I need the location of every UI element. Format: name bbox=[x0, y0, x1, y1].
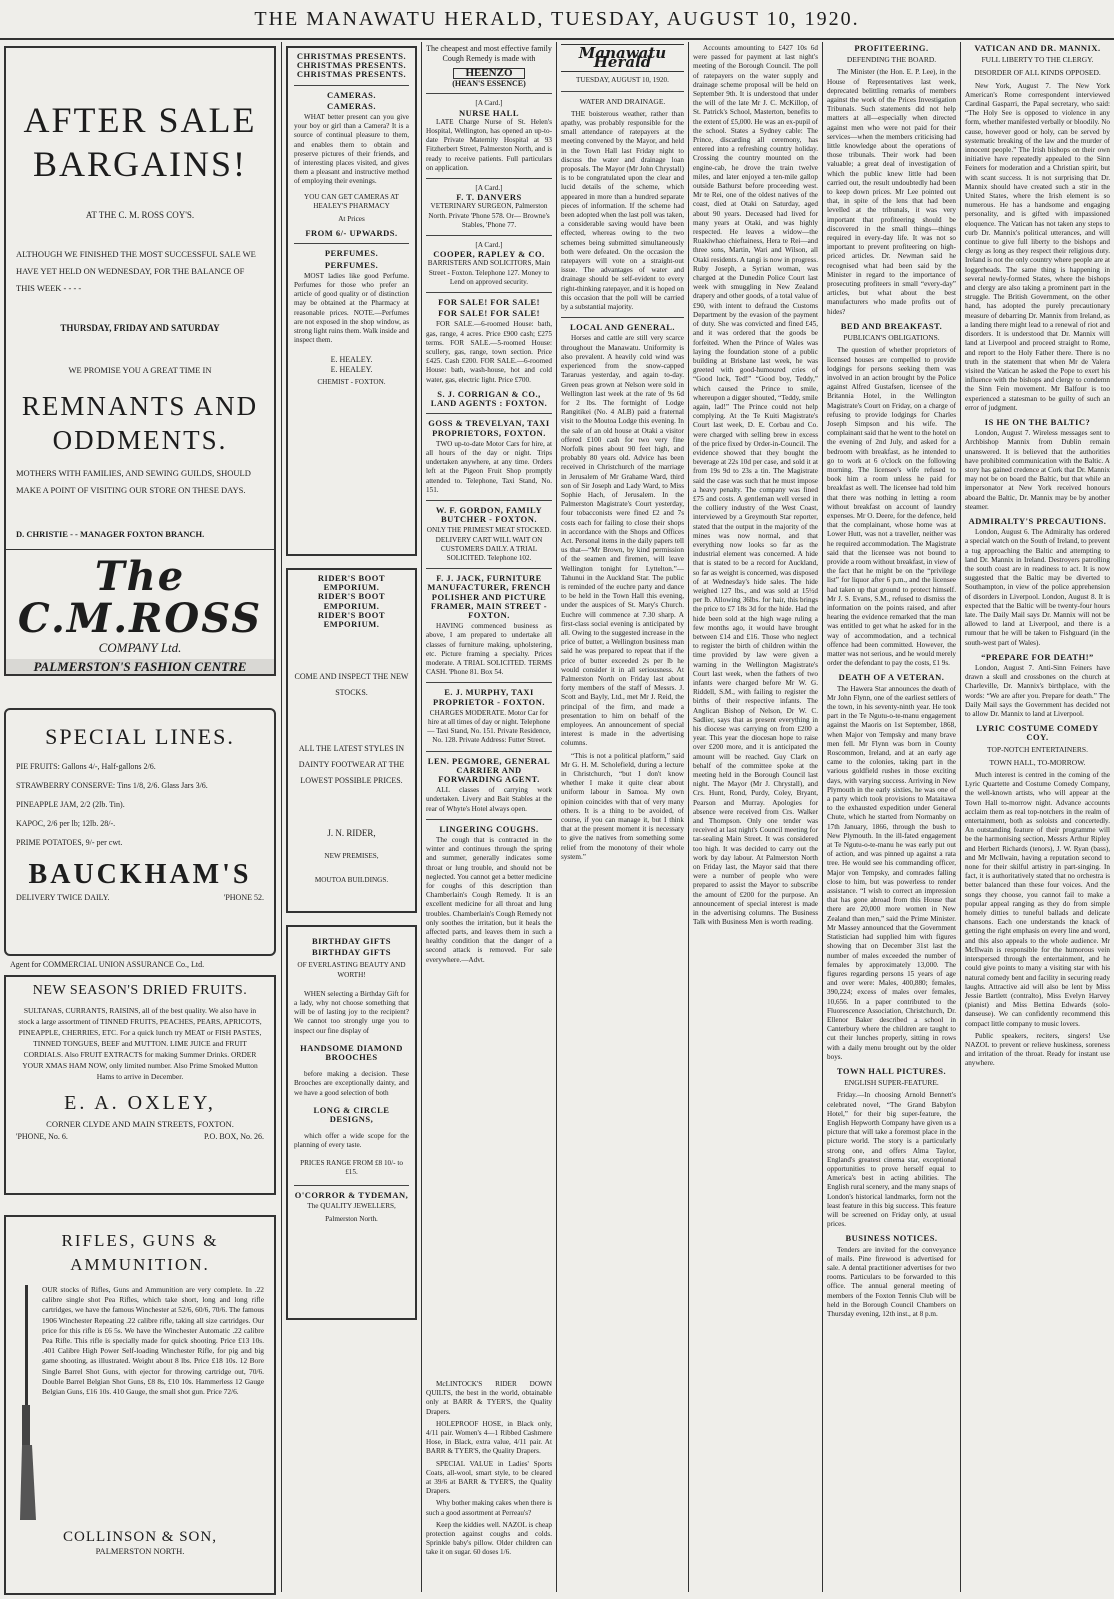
bauckham-item: KAPOC, 2/6 per lb; 12lb. 28/-. bbox=[16, 819, 116, 828]
heenzo-intro: The cheapest and most effective family Cough Remedy is made with bbox=[426, 44, 552, 63]
vatican-sub: FULL LIBERTY TO THE CLERGY. bbox=[981, 55, 1094, 65]
local-general-body-2: “This is not a political platform,” said Mr G. H. M. Scholefield, during a lecture in Christchurch, “but I don't know whether I make it quite clear about uniform labour in Samoa. My own opinion coincides with that of very many others. It is a thing to be avoided, of course, if you can manage it, but I think that at the present moment it is necessary to give the natives from something some relief from the monotony of their whole system.” bbox=[561, 751, 684, 861]
gordon-body: ONLY THE PRIMEST MEAT STOCKED. DELIVERY CART WILL WAIT ON CUSTOMERS DAILY. A TRIAL SOLICITED. Telephone 102. bbox=[426, 526, 552, 562]
oxley-address: CORNER CLYDE AND MAIN STREETS, FOXTON. bbox=[46, 1119, 234, 1129]
column-3 bbox=[426, 44, 552, 1592]
town-hall-pictures-heading: TOWN HALL PICTURES. bbox=[836, 1065, 947, 1076]
baltic-heading: IS HE ON THE BALTIC? bbox=[984, 416, 1091, 427]
cooper-body: BARRISTERS AND SOLICITORS, Main Street - Foxton. Telephone 127. Money to Lend on approved security. bbox=[427, 259, 551, 286]
jack-heading: F. J. JACK, FURNITURE MANUFACTURER, FRENCH POLISHER AND PICTURE FRAMER, MAIN STREET - FOXTON. bbox=[427, 573, 551, 620]
goss-heading: GOSS & TREVELYAN, TAXI PROPRIETORS, FOXTON. bbox=[428, 418, 550, 438]
christmas-presents-line: CHRISTMAS PRESENTS. bbox=[296, 51, 407, 61]
ross-logo-tag: PALMERSTON'S FASHION CENTRE bbox=[6, 659, 274, 675]
lyric-heading: LYRIC COSTUME COMEDY COY. bbox=[976, 723, 1099, 743]
column-rule bbox=[822, 42, 823, 1592]
birthday-sub: OF EVERLASTING BEAUTY AND WORTH! bbox=[297, 961, 406, 979]
heenzo-logo: HEENZO bbox=[453, 68, 525, 79]
ocorror-town: Palmerston North. bbox=[325, 1215, 378, 1224]
ross-logo-main: The C.M.ROSS bbox=[17, 553, 263, 642]
ross-logo bbox=[6, 549, 274, 676]
bauckham-advertisement bbox=[4, 708, 276, 956]
collinson-advertisement bbox=[4, 1215, 276, 1595]
ross-manager: D. CHRISTIE - - MANAGER FOXTON BRANCH. bbox=[16, 529, 205, 539]
cameras-heading: CAMERAS. bbox=[326, 89, 377, 100]
collinson-town: PALMERSTON NORTH. bbox=[95, 1546, 185, 1556]
column-4 bbox=[561, 44, 684, 1592]
rider-advertisement bbox=[286, 568, 417, 913]
christmas-presents-line: CHRISTMAS PRESENTS. bbox=[296, 60, 407, 71]
bed-breakfast-heading: BED AND BREAKFAST. bbox=[840, 320, 943, 331]
heenzo-sub: (HEAN'S ESSENCE) bbox=[452, 79, 526, 89]
birthday-gifts-heading: BIRTHDAY GIFTS bbox=[311, 947, 392, 958]
nazol-notice: Public speakers, reciters, singers! Use NAZOL to prevent or relieve huskiness, soreness and irritation of the throat. Ready for instant use anywhere. bbox=[965, 1031, 1110, 1068]
lyric-body: Much interest is centred in the coming of the Lyric Quartette and Costume Comedy Company, the well-known artists, who will appear at the Town Hall to-morrow night. Advance accounts acclaim them as real top-notchers in the realm of entertainment, both as soloists and concertedly. An outstanding feature of their programme will be the harmonising section, Messrs Arthur Ripley and Herbert Richards (tenors), J. W. Ryan (bass), and Mr McIlwain, having a reputation second to none for their skilful artistry in part-singing. In fact, it is authoritatively stated that no orchestra is better balanced than these four voices. And the songs they choose, you cannot fail to make a popular appeal ranging as they do from simple homely ditties to tuneful ballads and delicate chansons. Each one understands the knack of getting the right emphasis on every line and word, and this also appeals to the whole audience. Mr McIlwain is responsible for the humorous vein interspersed through the entertainment, and he could give points to many a visiting star with his natural comedy bent and facility in securing ready laughs. Attractive aid will also be lent by Miss Jessie Bartlett (contralto), Miss Evelyn Harvey (pianist) and Miss Bettina Edwards (solo-danseuse). We can confidently recommend this compact little company to music lovers. bbox=[965, 771, 1110, 1028]
healey-name: E. HEALEY. bbox=[330, 355, 373, 365]
bauckham-item: STRAWBERRY CONSERVE: Tins 1/8, 2/6. Glass Jars 3/6. bbox=[16, 781, 208, 790]
bed-breakfast-sub: PUBLICAN'S OBLIGATIONS. bbox=[843, 333, 940, 343]
pegmore-heading: LEN. PEGMORE, GENERAL CARRIER AND FORWARDING AGENT. bbox=[427, 755, 551, 784]
cooper-heading: COOPER, RAPLEY & CO. bbox=[433, 249, 545, 260]
town-hall-pictures-body: Friday.—In choosing Arnold Bennett's celebrated novel, “The Grand Babylon Hotel,” for their big super-feature, the English Hepworth Company have given us a picture that will take a foremost place in the picture world. The story is a particularly strong one, and offers Alma Taylor, England's greatest cinema star, exceptional opportunities to prove herself equal to America's best in acting abilities. The English rural scenery, and the many snaps of London's historical landmarks, form not the least feature in this big success. This feature will be screened on Friday only, at usual prices. bbox=[827, 1091, 956, 1229]
prepare-death-body: London, August 7. Anti-Sinn Feiners have drawn a skull and crossbones on the church at Charleville, Dr. Mannix's birthplace, with the words: “We are after you. Prepare for death.” The Daily Mail says the Government has decided not to allow Dr. Mannix to land at Liverpool. bbox=[965, 664, 1110, 719]
bauckham-item: PIE FRUITS: Gallons 4/-, Half-gallons 2/6. bbox=[16, 762, 156, 771]
column-3-bottom-ads bbox=[426, 1380, 552, 1592]
admiralty-heading: ADMIRALTY'S PRECAUTIONS. bbox=[968, 515, 1107, 526]
death-veteran-heading: DEATH OF A VETERAN. bbox=[838, 672, 945, 683]
christmas-presents-line: CHRISTMAS PRESENTS. bbox=[296, 69, 407, 80]
rider-buildings: MOUTOA BUILDINGS. bbox=[314, 875, 389, 884]
remnants-heading: REMNANTS AND ODDMENTS. bbox=[21, 391, 259, 455]
vatican-heading: VATICAN AND DR. MANNIX. bbox=[974, 44, 1101, 53]
prepare-death-heading: “PREPARE FOR DEATH!” bbox=[981, 651, 1094, 662]
profiteering-sub: DEFENDING THE BOARD. bbox=[846, 55, 937, 65]
rider-heading: RIDER'S BOOT EMPORIUM. bbox=[317, 591, 386, 611]
perfumes-heading: PERFUMES. bbox=[324, 259, 379, 270]
card-label: [A Card.] bbox=[475, 241, 503, 250]
column-rule bbox=[556, 42, 557, 1592]
goss-body: TWO up-to-date Motor Cars for hire, at all hours of the day or night. Trips undertaken anywhere, at any time. Orders left at the Pigeon Fruit Shop promptly attended to. Telephone, Taxi Stand, No. 151. bbox=[426, 439, 552, 494]
rider-heading: RIDER'S BOOT EMPORIUM. bbox=[317, 609, 386, 630]
special-value-ad: SPECIAL VALUE in Ladies' Sports Coats, all-wool, smart style, to be cleared at 39/6 at BARR & TYER'S, the Quality Drapers. bbox=[426, 1459, 552, 1496]
editorial-heading: WATER AND DRAINAGE. bbox=[579, 96, 666, 106]
column-2 bbox=[286, 46, 417, 1592]
business-notices-body: Tenders are invited for the conveyance of mails. Pine firewood is advertised for sale. A dental practitioner advertises for two rooms. Particulars to be forwarded to this office. The annual general meeting of members of the Foxton Tennis Club will be held in the Borough Council Chambers on Thursday evening, 12th inst., at 8 p.m. bbox=[827, 1245, 956, 1319]
lingering-coughs-heading: LINGERING COUGHS. bbox=[439, 823, 539, 834]
bauckham-agent: Agent for COMMERCIAL UNION ASSURANCE Co., Ltd. bbox=[10, 960, 205, 969]
perreau-ad: Why bother making cakes when there is such a good assortment at Perreau's? bbox=[426, 1499, 552, 1517]
perfumes-body: MOST ladies like good Perfume. Perfumes for those who prefer an article of good quality or of distinction may be obtained at the Pharmacy at reasonable prices. NOTE.—Perfumes are not exposed in the shop window, as strong light ruins them. Walk inside and inspect them. bbox=[294, 271, 409, 345]
masthead-rule bbox=[0, 38, 1114, 40]
vatican-body: New York, August 7. The New York American's Rome correspondent interviewed Cardinal Gasparri, the Papal secretary, who said: “The Holy See is opposed to violence in any form, whether manifested verbally or bloodily. No cause, however good or holy, can be served by systematic breaking of the law and the murder of innocent people.” The Irish bishops on their own initiative have repeatedly appealed to the Sinn Feiners for moderation and a Christian spirit, but with scant success. It is not surprising that Dr. Mannix should have created such a stir in the United States, where the Irish element is so numerous. He has a handsome and engaging personality, and is gifted with impassioned eloquence. The Vatican has not taken any steps to curb Dr. Mannix's political utterances, and will continue to give full liberty to the bishops and clergy as long as they respect their religious duty. Ireland is not the only country where people are at loggerheads. The same thing is happening in several newly-formed States, where the bishops and clergy are also taking a prominent part in the struggle. The British Government, on the other hand, has adopted the purely precautionary measure of debarring Dr. Mannix from Ireland, as a landing there might lead to a renewal of riot and disorders. It is understood that Dr. Mannix will land at Liverpool and proceed straight to Rome, and report to the Holy Father there. There is no truth in the statement that when Mr de Valera visited the Vatican he asked the Pope to exert his influence with the bishops and clergy to condemn the Sinn Fein movement. Mr Balfour is too experienced a statesman to be guilty of such an error of judgment. bbox=[965, 81, 1110, 412]
murphy-body: CHARGES MODERATE. Motor Car for hire at all times of day or night. Telephone— Taxi Stand, No. 151. Private Residence, No. 128. Private Address: Futter Street. bbox=[427, 708, 551, 745]
rider-name: J. N. RIDER, bbox=[327, 828, 376, 839]
column-rule bbox=[421, 42, 422, 1592]
nurse-hall-heading: NURSE HALL bbox=[458, 107, 520, 118]
local-general-body: Horses and cattle are still very scarce throughout the Manawatu. Uniformity is also prevalent. A heavily cold wind was experienced from the snow-capped Tararuas yesterday, and again to-day. Green peas grown at Nelson were sold in Wellington last week at the rate of 9s 6d for 2 lbs. The fortnight of Lodge Rangitikei (No. 4 ALB) paid a fraternal visit to the Moutoa Lodge this evening. In the sale of an old house at Otaki a visitor offered £100 cash for two very fine Norfolk pines about 90 feet high, and probably 80 years old. Advice has been received in Christchurch of the marriage in Jerusalem of Mr Grahame Ward, third son of Sir Joseph and Lady Ward, to Miss Sophie Hach, of Jerusalem. In the Palmerston Magistrate's Court yesterday, four tobacconists were fined £2 and 7s costs each for failing to close their shops in accordance with the Shops and Offices Act. Personal items in the daily papers tell us that—“Mr Brown, by kind permission of the seamen and firemen, will leave Wellington tonight for Lyttelton.”—Tahunui in the Auckland Star. The public is reminded of the euchre party and dance to be held in the Town Hall this evening, under the auspices of St. Mary's Church. Euchre will commence at 7.30 sharp. A first-class social evening is anticipated by all. Owing to the suggested increase in the price of butter, a Wellington business man said he was prepared to repeat that if the price of butter exceeded 2s per lb he would consider it in all seriousness. At Palmerston North on Friday last about forty members of the staff of Messrs. J. Scott and Bayly, Ltd., met Mr J. Reid, the principal of the firm, and made a presentation to him on behalf of the employees. An announcement of special interest is made in the advertising columns. bbox=[561, 334, 684, 748]
birthday-gifts-heading: BIRTHDAY GIFTS bbox=[311, 936, 392, 946]
column-5-body: Accounts amounting to £427 10s 6d were passed for payment at last night's meeting of the Borough Council. The poll of ratepayers on the water supply and drainage scheme proposal will be held on September 9th. It is understood that under the will of the late Mr J. C. McKillop, of St. Patrick's School, Masterton, benefits to the extent of £5,000. He was an ex-pupil of the school. States a Sydney cable: The Prince, discarding all ceremony, has entered into a refreshing country holiday. Crossing the country mounted on the engine-cab, he drove the train twelve miles, and later enjoyed a ten-mile gallop outside Bathurst before proceeding west. Mr te Rei, one of the oldest natives of the coast, died at Otaki on Saturday, aged about 90 years. Deceased had lived for many years at Otaki, and was highly respected. He leaves a widow—the Ruakiwhao chieftainess, Hera te Rei—and three sons, Martin, Wari and Wilson, all Otaki residents. A tangi is now in progress. Ruby Joseph, a Syrian woman, was charged at the Dunedin Police Court last week with smuggling in New Zealand drapery and other goods, of a total value of £90, with intent to defraud the Customs Department by the evasion of the payment of duty. She was convicted and fined £45, and it was ordered that the goods be forfeited. When the Prince of Wales was laying the foundation stone of a public building at Brisbane last week, he was greeted with good-humoured cries of “Good luck, Ted!” “Good boy, Teddy,” which caused the Prince to smile, whereupon a digger shouted, “Teddy, smile again, lad!” The Prince could not help complying. At the Te Kuiti Magistrate's Court last week, D. E. Corbau and Co. were charged with selling brew in excess of the price fixed by Order-in-Council. The evidence showed that they bought the beverage at 22s 10d per case, and sold it at from 19s 9d to 23s a tin. The Magistrate said the case was such that he must impose a heavy penalty. The company was fined £75 and costs. A gentleman well versed in the colliery industry of the West Coast, interviewed by a Greymouth Star reporter, stated that the output in the majority of the mines was now normal, and that everything now looks so far as the industrial element was concerned. A hide that is stated to be a record for Auckland, so far as weight is concerned, was disposed of at Wednesday's hide sales. The hide weighed 127 lbs., and was sold at 15½d per lb. Allowing 36lbs. for hair, this brings the price to £7 18s 3d for the hide. Had the hide been sold at the high wage ruling a few months ago, it would have brought between £14 and £16. Those who neglect to register the birth of children within the time provided by law were given a warning in the Wellington Magistrate's Court last week, when the fathers of two infants were charged before Mr W. G. Riddell, S.M., with failing to register the births of their respective infants. The Anglican Bishop of Nelson, Dr W. C. Sadlier, says that as present everything in his diocese was carrying on from £200 a year. This year the diocesan hope to raise over £200 more, and it is anticipated the amount will be reached. Guy Clark on behalf of the committee spoke at the meeting held in the Borough Council last night. The Mayor (Mr J. Chrystall), and Crs. Hunt, Rond, Purdy, Coley, Bryant, Pearson and Murray. Apologies for absence were received from Crs. Walker and Thompson. Only one tender was received at last night's Council meeting for tar-sealing Main Street. It was considered too high. It was decided to carry out the work by day labour. At Palmerston North on Friday last, the Mayor said that there were a number of people who were prepared to assist the Mayor to subscribe the amount of £200 for the purpose. An announcement of special interest is made in the advertising columns. The Business Talk with Business Men is worth reading. bbox=[693, 44, 818, 927]
ocorror-name: O'CORROR & TYDEMAN, bbox=[294, 1190, 409, 1201]
pegmore-body: ALL classes of carrying work undertaken. Livery and Bait Stables at the rear of Whyte's Hotel always open. bbox=[426, 786, 552, 813]
bauckham-delivery: DELIVERY TWICE DAILY. bbox=[16, 893, 110, 902]
danvers-body: VETERINARY SURGEON, Palmerston North. Private 'Phone 578. Or— Browne's Stables, 'Phone 77. bbox=[428, 202, 550, 229]
nazol-ad: Keep the kiddies well. NAZOL is cheap protection against coughs and colds. Sprinkle baby's pillow. Older children can take it on sugar. 60 doses 1/6. bbox=[426, 1520, 552, 1557]
collinson-body: OUR stocks of Rifles, Guns and Ammunition are very complete. In .22 calibre single shot Pea Rifles, which take short, long and long rifle cartridges, we have the famous Winchester at 52/6, 60/6, 70/6. The famous 1906 Winchester Repeating .22 calibre rifle, taking all size cartridges. Our price for this rifle is £6 5s. We have the Winchester Automatic .22 calibre Pea Rifle. This rifle is specially made for quick shooting. Price £13 10s. .401 Calibre High Power Self-loading Winchester Rifle, for pig and big game shooting, as illustrated. Weight about 8 lbs. Price £18 10s. 12 Bore Single Barrel Shot Guns, with ejector for throwing cartridge out, 70/6. Double Barrel Belgian Shot Guns, £8 8s, £10 10s. Hammerless 12 Gauge Belgian Guns, £16 10s. 410 Gauge, the small shot gun. Price 72/6. bbox=[42, 1285, 264, 1397]
ross-intro: ALTHOUGH WE FINISHED THE MOST SUCCESSFUL SALE WE HAVE YET HELD ON WEDNESDAY, FOR THE BALANCE OF THIS WEEK - - - - bbox=[16, 249, 256, 293]
murphy-heading: E. J. MURPHY, TAXI PROPRIETOR - FOXTON. bbox=[433, 687, 545, 707]
birthday-prices: PRICES RANGE FROM £8 10/- to £15. bbox=[300, 1158, 403, 1176]
column-7 bbox=[965, 44, 1110, 1592]
ross-mothers: MOTHERS WITH FAMILIES, AND SEWING GUILDS, SHOULD MAKE A POINT OF VISITING OUR STORE ON THESE DAYS. bbox=[16, 468, 251, 495]
nurse-hall-body: LATE Charge Nurse of St. Helen's Hospital, Wellington, has opened an up-to-date Private Maternity Hospital at 93 Fitzherbert Street, Palmerston North, and is ready to receive patients. Full particulars on application. bbox=[426, 117, 552, 172]
bauckham-item: PRIME POTATOES, 9/- per cwt. bbox=[16, 838, 123, 847]
profiteering-body: The Minister (the Hon. E. P. Lee), in the House of Representatives last week, deprecated belittling remarks of members against the work of the Prices Investigation Tribunals. Such statements did not help matters at all—especially when directed against men who were not paid for their services—when the members criticising had little knowledge about the operations of those tribunals. Their work had been valuable; a great deal of investigation of which the public knew little had been carried out, the result undoubtedly had been to keep down prices. Mr Lee pointed out that, in spite of the lens that had been levelled at the tribunals, it was very important that profiteering should be discovered in the small things—things required in every-day life. It was not so important to prevent profiteering on high-priced articles. Dr. Newman said he recognised what had been said by the Minister in regard to the importance of prosecuting profiteers in small “every-day” articles, but what about the best manufacturers who made profits out of hides? bbox=[827, 68, 956, 316]
special-lines-heading: SPECIAL LINES. bbox=[45, 724, 235, 749]
healey-footer: CHEMIST - FOXTON. bbox=[317, 377, 386, 386]
oxley-advertisement bbox=[4, 975, 276, 1195]
masthead: THE MANAWATU HERALD, TUESDAY, AUGUST 10, 1920. bbox=[254, 8, 860, 30]
long-circle-designs: LONG & CIRCLE DESIGNS, bbox=[313, 1104, 390, 1125]
oxley-pobox: P.O. BOX, No. 26. bbox=[203, 1132, 264, 1141]
bauckham-name: BAUCKHAM'S bbox=[28, 859, 252, 890]
jack-body: HAVING commenced business as above, I am prepared to undertake all classes of furniture making, upholstering, etc. Picture framing a specialty. Prices moderate. A TRIAL SOLICITED. TERMS CASH. 'Phone 81. Box 54. bbox=[426, 622, 552, 677]
for-sale-heading: FOR SALE! FOR SALE! bbox=[438, 297, 540, 308]
gordon-heading: W. F. GORDON, FAMILY BUTCHER - FOXTON. bbox=[435, 504, 543, 525]
holeproof-ad: HOLEPROOF HOSE, in Black only, 4/11 pair. Women's 4—1 Ribbed Cashmere Hose, in Black, extra value, 4/11 pair. At BARR & TYER'S, the Quality Drapers. bbox=[426, 1419, 552, 1456]
business-notices-heading: BUSINESS NOTICES. bbox=[845, 1233, 938, 1244]
healey-advertisement bbox=[286, 46, 417, 556]
rider-inspect: COME AND INSPECT THE NEW STOCKS. bbox=[294, 672, 409, 698]
ocorror-advertisement bbox=[286, 925, 417, 1320]
cameras-body: WHAT better present can you give your boy or girl than a Camera? It is a source of continual pleasure to them, and enables them to obtain and preserve pictures of their friends, and of interesting places visited, and gives them a pleasant and instructive method of employing their evenings. bbox=[294, 113, 409, 186]
column-rule bbox=[281, 42, 282, 1592]
ross-promise: WE PROMISE YOU A GREAT TIME IN bbox=[68, 365, 212, 375]
ross-advertisement bbox=[4, 46, 276, 676]
rider-premises: NEW PREMISES, bbox=[324, 852, 379, 861]
healey-name: E. HEALEY. bbox=[330, 364, 373, 374]
for-sale-heading: FOR SALE! FOR SALE! bbox=[438, 308, 540, 319]
death-veteran-body: The Hawera Star announces the death of Mr John Flynn, one of the earliest settlers of the town, in his seventy-ninth year. He took part in the Te Ngutu-o-te-manu engagement against the Maoris on 1st September, 1868, when Major von Tempsky and many brave men fell. Mr Flynn was born in County Roscommon, Ireland, and at an early age came to the colonies, taking part in the various goldfield rushes in those exciting days, with varying success. Arriving in New Plymouth in the early sixties, he was one of a party which took provisions to Mataitawa to the exhausted expedition under General Chute, which he started from Normanby on 17th January, 1866, through the bush to New Plymouth. In the ill-fated engagement at Te Ngutu-o-te-manu he was early put out of action, and was pinned up against a rata tree. He would see his commanding officer, Major von Tempsky, and comrades falling close to him, but was powerless to render assistance. “I wish to correct an impression that has gone abroad from this House that there are 20,000 more women in New Zealand than men,” said the Prime Minister. Mr Massey announced that the Government Statistician had supplied him with figures showing that on December 31st last the number of males exceeded the number of females by approximately 13,000. The figures regarding persons 15 years of age and over were: Males, 400,880; females, 390,224; excess of males over females, 10,656. In a paper contributed to the Fluorescence Association, Christchurch, Dr. Ellenor Baker described a school in Canterbury where the children are taught to cut their lunches properly, sitting in rows with a daily menu brought out by the older boys. bbox=[827, 684, 956, 1061]
admiralty-body: London, August 6. The Admiralty has ordered a special watch on the South of Ireland, to prevent a tug approaching the Baltic and attempting to land Dr. Mannix in Ireland. Destroyers patrolling the south coast are in readiness to act. It is now suggested that the Baltic may be diverted to Southampton, in view of the police apprehension of disorders in Liverpool. London, August 8. It is expected that the Baltic will be twenty-four hours late. The Daily Mail says Dr. Mannix will not be allowed to land at Liverpool, and there is a rumour that he will be taken to Fishguard (in the south-west part of Wales). bbox=[965, 528, 1110, 647]
card-label: [A Card.] bbox=[475, 99, 503, 108]
column-6 bbox=[827, 44, 956, 1592]
rifles-heading: RIFLES, GUNS & AMMUNITION. bbox=[61, 1231, 219, 1274]
from-upwards: FROM 6/- UPWARDS. bbox=[305, 228, 398, 239]
mclintock-ad: McLINTOCK'S RIDER DOWN QUILTS, the best in the world, obtainable only at BARR & TYER'S, the Quality Drapers. bbox=[426, 1380, 552, 1416]
birthday-body: WHEN selecting a Birthday Gift for a lady, why not choose something that will be of lasting joy to the recipient? We cannot too strongly urge you to inspect our fine display of bbox=[294, 989, 409, 1035]
danvers-heading: F. T. DANVERS bbox=[456, 192, 522, 203]
ross-logo-company: COMPANY Ltd. bbox=[98, 640, 182, 655]
birthday-body-3: which offer a wide scope for the planning of every taste. bbox=[294, 1132, 409, 1150]
perfumes-heading: PERFUMES. bbox=[324, 248, 379, 259]
column-5 bbox=[693, 44, 818, 1592]
paper-title: Manawatu Herald bbox=[561, 44, 684, 72]
profiteering-heading: PROFITEERING. bbox=[854, 44, 929, 53]
cameras-heading: CAMERAS. bbox=[326, 100, 377, 111]
column-rule bbox=[688, 42, 689, 1592]
oxley-body: SULTANAS, CURRANTS, RAISINS, all of the best quality. We also have in stock a large assortment of TINNED FRUITS, PEACHES, PEARS, APRICOTS, PINEAPPLE, CHERRIES, ETC. For a quick lunch try MEAT or FISH PASTES, TINNED TONGUES, BEEF and MUTTON. LIME JUICE and FRUIT CORDIALS. Also FRUIT EXTRACTS for making Summer Drinks. ORDER YOUR XMAS HAM NOW, only limited number. Also Prime Smoked Mutton Hams to arrive in December. bbox=[18, 1006, 262, 1081]
at-prices: At Prices bbox=[338, 215, 365, 224]
card-label: [A Card.] bbox=[475, 184, 503, 193]
cameras-get: YOU CAN GET CAMERAS AT HEALEY'S PHARMACY bbox=[304, 192, 399, 210]
local-general-heading: LOCAL AND GENERAL. bbox=[569, 322, 676, 333]
oxley-name: E. A. OXLEY, bbox=[64, 1092, 216, 1114]
lyric-sub: TOP-NOTCH ENTERTAINERS. bbox=[987, 744, 1088, 754]
dried-fruits-heading: NEW SEASON'S DRIED FRUITS. bbox=[32, 983, 248, 998]
bed-breakfast-body: The question of whether proprietors of licensed houses are compelled to provide lodgings for persons seeking them was involved in an action brought by the Police against Alfred Gustafsen, licensee of the Britannia Hotel, in the Wellington Magistrate's Court on Friday, on a charge of refusing to provide lodgings for Charles Joseph Simpson and his wife. The complainant said that he went to the hotel on the evening of 2nd July, and asked for a bedroom with breakfast, as he intended to go to work at 6 o'clock on the following morning. The licensee's wife refused to book him a room unless he paid for breakfast as well. The licensee had told him that there was nothing in letting a room without breakfast on account of laundry expenses. Mr O. Deere, for the defence, held that the complainant, whose home was at Lower Hutt, was not a traveller, neither was he required accommodation. The Magistrate said that the licensee was not bound to provide a room without breakfast, in view of the fact that he might be on the “privilege list” for liquor after 6 p.m., and the licensee had taken up that ground to protect himself. Mr J. S. Evans, S.M., refused to dismiss the information on the points raised, and after hearing the evidence remarked that the man was entitled to get what he asked for in the way of accommodation, and a technical offence had been committed. However, the matter was not serious, and he would merely order the defendant to pay the costs, £1 9s. bbox=[827, 346, 956, 668]
rider-heading: RIDER'S BOOT EMPORIUM. bbox=[317, 573, 386, 593]
lingering-coughs-body: The cough that is contracted in the winter and continues through the spring and summer, generally indicates some throat or lung trouble, and should not be neglected. You cannot get a better medicine for coughs of this description than Chamberlain's Cough Remedy. It is an excellent medicine for all throat and lung troubles. Chamberlain's Cough Remedy not only soothes the irritation, but it heals the affected parts, and leaves them in such a healthy condition that the danger of a second attack is removed. For sale everywhere.—Advt. bbox=[426, 836, 552, 964]
collinson-name: COLLINSON & SON, bbox=[63, 1529, 217, 1545]
rifle-icon bbox=[16, 1285, 38, 1525]
town-hall-pictures-sub: ENGLISH SUPER-FEATURE. bbox=[844, 1078, 939, 1088]
column-rule bbox=[960, 42, 961, 1592]
vatican-sub-2: DISORDER OF ALL KINDS OPPOSED. bbox=[974, 68, 1101, 78]
ross-at-line: AT THE C. M. ROSS COY'S. bbox=[85, 210, 195, 220]
after-sale-heading: AFTER SALE bbox=[23, 100, 257, 140]
baltic-body: London, August 7. Wireless messages sent to Archbishop Mannix from Dublin remain unanswered. It is believed that the authorities have prohibited communication with the Baltic. A story has gained credence at Cork that Dr. Mannix may not be on board the Baltic, but that while an impersonator at New York received honours aboard the Baltic, Dr. Mannix may be by another steamer. bbox=[965, 429, 1110, 511]
oxley-phone: 'PHONE, No. 6. bbox=[16, 1132, 68, 1141]
diamond-brooches: HANDSOME DIAMOND BROOCHES bbox=[300, 1042, 403, 1063]
for-sale-body: FOR SALE.—6-roomed House: bath, gas, range, 4 acres. Price £900 cash; £275 terms. FOR SALE.—5-roomed House: scullery, gas, range, town section. Price £425. Cash £200. FOR SALE.—6-roomed House: bath, wash-house, hot and cold water, gas, electric light. Price £700. bbox=[426, 320, 552, 384]
paper-date: TUESDAY, AUGUST 10, 1920. bbox=[576, 76, 669, 85]
land-agents: S. J. CORRIGAN & CO., LAND AGENTS : FOXTON. bbox=[430, 388, 548, 409]
ross-days: THURSDAY, FRIDAY AND SATURDAY bbox=[60, 323, 220, 333]
editorial-body: THE boisterous weather, rather than apathy, was probably responsible for the small attendance of ratepayers at the meeting convened by the Mayor, and held in the Town Hall last Friday night to discuss the water and drainage loan proposals. The Mayor (Mr John Chrystall) is to be congratulated upon the clear and lucid details of the scheme, which appeared in more than a hundred separate pieces of information. If the scheme had been adopted when the last poll was taken, a considerable saving would have been effected, whereas owing to the two schemes being submitted simultaneously both were defeated. On the occasion the ratepayers will vote on a straight-out issue. The advantages of water and drainage should be self-evident to every right-thinking ratepayer, and it is hoped on this occasion that the poll will be carried by a substantial majority. bbox=[561, 109, 684, 312]
bargains-heading: BARGAINS! bbox=[32, 144, 247, 184]
rider-styles: ALL THE LATEST STYLES IN DAINTY FOOTWEAR AT THE LOWEST POSSIBLE PRICES. bbox=[298, 744, 405, 786]
birthday-body-2: before making a decision. These Brooches are exceptionally dainty, and we have a good selection of both bbox=[294, 1070, 409, 1097]
bauckham-phone: 'PHONE 52. bbox=[223, 893, 264, 902]
bauckham-item: PINEAPPLE JAM, 2/2 (2lb. Tin). bbox=[16, 800, 125, 809]
lyric-sub-2: TOWN HALL, TO-MORROW. bbox=[989, 757, 1086, 767]
ocorror-tag: The QUALITY JEWELLERS, bbox=[307, 1202, 396, 1211]
